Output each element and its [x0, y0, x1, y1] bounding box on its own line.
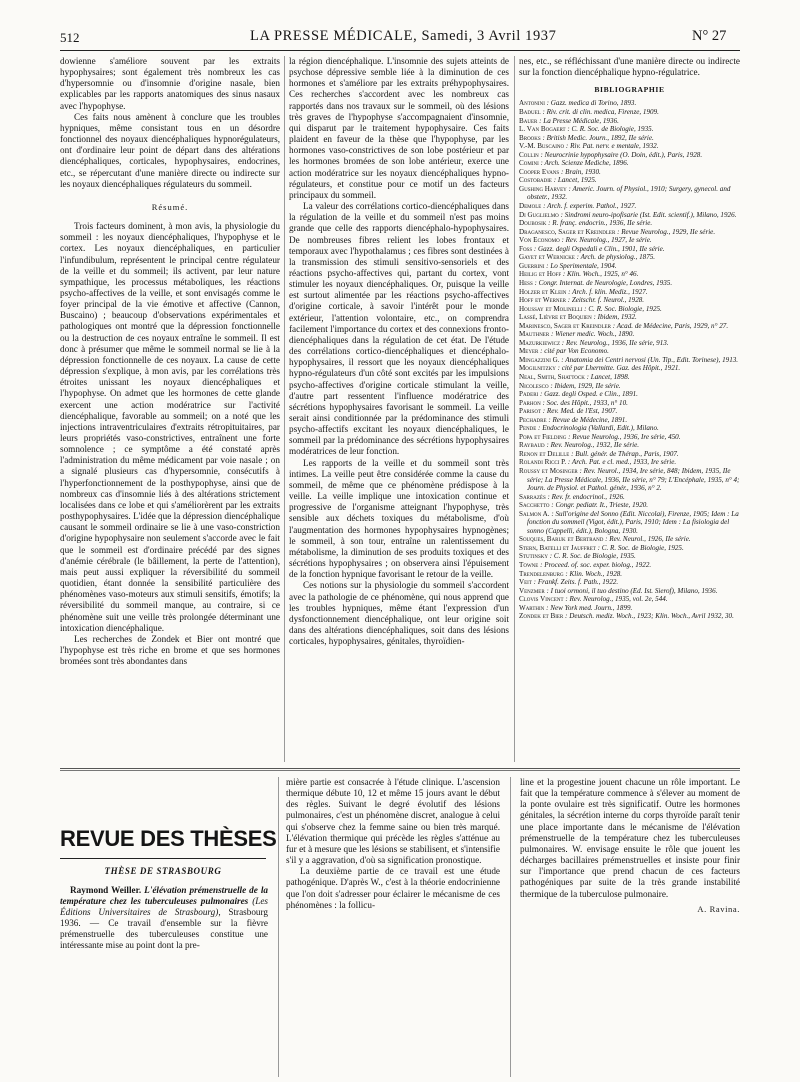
thesis-intro: [60, 885, 268, 951]
bibliography-entry: [519, 313, 740, 322]
bibliography-reference: : Rev. Neurolog., 1932, IIe série.: [544, 441, 640, 450]
resume-heading: Résumé.: [151, 201, 189, 212]
bibliography-author: Cooper Evans: [519, 167, 560, 176]
bibliography-reference: : Congr. Internat. de Neurologie, Londres, 1935.: [532, 278, 673, 287]
bibliography-reference: : Arch. f. experim. Pathol., 1927.: [541, 202, 637, 211]
bibliography-reference: : cité par Lhermitte. Gaz. des Hôpit., 1921.: [555, 364, 681, 373]
bibliography-reference: : Neurocrinie hypophysaire (O. Doin, édit.), Paris, 1928.: [538, 150, 703, 159]
thesis-title: L'élévation prémenstruelle de la température chez les tuberculeuses pulmonaires: [60, 885, 268, 906]
paragraph: line et la progestine jouent chacune un rôle important. Le fait que la température commence à s'élever au moment de la ponte ovulaire est très significatif. Outre les hormones génitales, la sécrétion interne du corps thyroïde paraît tenir une place importante dans le mécanisme de l'élévation prémenstruelle de la température chez les tuberculeuses pulmonaires. W. envisage ensuite le rôle que jouent les décharges bacillaires prémenstruelles et insiste pour finir sur l'importance que prend chacun de ces facteurs pathogéniques par suite de la très grande instabilité thermique de la tuberculose pulmonaire.: [520, 777, 740, 899]
signature: A. Ravina.: [697, 903, 740, 914]
journal-header: LA PRESSE MÉDICALE, Samedi, 3 Avril 1937: [250, 28, 557, 44]
bibliography-entry: [519, 142, 740, 151]
bibliography-entry: [519, 595, 740, 604]
paragraph: Ces notions sur la physiologie du sommeil s'accordent avec la pathologie de ce phénomène, qui nous apprend que les troubles hypniques, même étant l'expression d'un dysfonctionnement diencéphalique, ont leur origine soit dans des altérations diencéphaliques, soit dans des lésions corticales, hypophysaires, génitales, thyroïdien-: [289, 580, 509, 647]
section-rule: [60, 768, 740, 769]
bibliography-author: Salmon A.: [519, 509, 550, 518]
bibliography-entry: [519, 501, 740, 510]
bibliography-reference: : Rev. Neurol., 1926, IIe série.: [603, 535, 691, 544]
bibliography-entry: [519, 416, 740, 425]
issue-number: N° 27: [692, 28, 727, 44]
bibliography-reference: : C. R. Soc. de Biologie, 1925.: [595, 543, 684, 552]
bibliography-author: Zondek et Bier: [519, 612, 564, 621]
column-separator: [514, 56, 515, 762]
bibliography-reference: : Rev. fr. endocrinol., 1926.: [545, 492, 625, 501]
bibliography-entry: [519, 288, 740, 297]
bibliography-entry: [519, 125, 740, 134]
bibliography-author: Trendelenburg: [519, 569, 564, 578]
bibliography-entry: [519, 245, 740, 254]
bibliography-entry: [519, 587, 740, 596]
bibliography-author: Veit: [519, 578, 532, 587]
bibliography-reference: : Revue de Médecine, 1891.: [546, 415, 628, 424]
bibliography-entry: [519, 270, 740, 279]
bibliography-entry: [519, 373, 740, 382]
bibliography-author: Houssay et Molinelli: [519, 304, 583, 313]
bibliography-author: Hess: [519, 278, 533, 287]
section-title: REVUE DES THÈSES: [60, 826, 277, 851]
bibliography-reference: : Klin. Woch., 1925, n° 46.: [561, 270, 639, 279]
section-rule: [60, 770, 740, 771]
bibliography-reference: : Rev. Neurolog., 1927, Ie série.: [559, 236, 652, 245]
bibliography-author: Comini: [519, 159, 539, 168]
column-separator: [510, 777, 511, 1077]
bibliography-author: Towne: [519, 561, 539, 569]
bibliography-entry: [519, 570, 740, 579]
bibliography-entry: [519, 279, 740, 288]
bibliography-author: Heilig et Hoff: [519, 270, 562, 279]
bibliography-entry: [519, 424, 740, 433]
bibliography-entry: [519, 364, 740, 373]
article-column-1: [60, 56, 280, 762]
bibliography-author: Sacchetto: [519, 501, 550, 510]
header-rule: [60, 50, 740, 51]
bibliography-reference: : C. R. Soc. de Biologie, 1935.: [547, 552, 636, 561]
bibliography-entry: [519, 552, 740, 561]
bibliography-entry: [519, 262, 740, 271]
bibliography-entry: [519, 134, 740, 143]
bibliography-entry: [519, 561, 740, 570]
bibliography-author: Collin: [519, 150, 539, 159]
bibliography-reference: : Ibidem, 1929, IIe série.: [548, 381, 621, 390]
section-title-rule: [60, 858, 266, 859]
bibliography-author: Di Guglielmo: [519, 210, 559, 219]
bibliography-author: Neal, Smith, Shattock: [519, 372, 585, 381]
paragraph: la région diencéphalique. L'insomnie des sujets atteints de psychose dépressive semble liée à la diminution de ces hormones et s'améliore par les extraits préhypophysaires. Ces recherches s'accordent avec les nombreux cas rapportés dans nos travaux sur le sommeil, où des lésions très graves de l'hypophyse s'accompagnaient d'insomnie, qui disparut par le traitement hypophysaire. Ces faits plaident en faveur de la thèse que l'hypophyse, par les hormones vaso-constrictives de son lobe postérieur et par les hormones bromées de son lobe antérieur, exerce une action modératrice sur les noyaux diencéphaliques hypno-régulateurs, et constitue pour ce motif un des facteurs principaux du sommeil.: [289, 56, 509, 200]
bibliography-entry: [519, 441, 740, 450]
bibliography-entry: [519, 236, 740, 245]
bibliography-author: Baduel: [519, 108, 541, 117]
bibliography-heading: BIBLIOGRAPHIE: [594, 85, 665, 95]
bibliography-author: Raybaud: [519, 441, 545, 450]
bibliography-list: [519, 99, 740, 620]
article-column-3: [519, 56, 740, 762]
bibliography-author: Parisot: [519, 407, 542, 416]
bibliography-author: Bauer: [519, 116, 538, 125]
bibliography-reference: : Anatomia dei Centri nervosi (Un. Tip., Edit. Torinese), 1913.: [559, 355, 739, 364]
bibliography-author: Mauthner: [519, 330, 550, 339]
paragraph: Les rapports de la veille et du sommeil sont très intimes. La veille peut être considérée comme la cause du sommeil, de même que ce phénomène prédispose à la veille. La veille implique une intoxication continue et progressive de l'organisme atteignant l'hypophyse, très sensible aux déchets toxiques du métabolisme, d'où l'augmentation des hormones hypophysaires hypnogènes; le sommeil, à son tour, entraîne un ralentissement du métabolisme, la diminution de ses produits toxiques et des sécrétions hypophysaires ; on observera ainsi l'épuisement de la fonction hypnique favorisant le retour de la veille.: [289, 457, 509, 580]
bibliography-reference: : C. R. Soc. Biologie, 1925.: [582, 304, 662, 313]
bibliography-author: Rolandi Ricci P.: [519, 458, 567, 467]
bibliography-author: Souques, Baruk et Bertrand: [519, 535, 604, 544]
bibliography-entry: [519, 604, 740, 613]
bibliography-reference: : I tuoi ormoni, il tuo destino (Ed. Ist. Sierof), Milano, 1936.: [544, 586, 718, 595]
bibliography-author: Hoff et Werner: [519, 296, 566, 305]
bibliography-reference: : Wiener medic. Woch., 1890.: [549, 330, 635, 339]
bibliography-reference: : Sindromi neuro-ipofisarie (Ist. Edit. scientif.), Milano, 1926.: [558, 210, 737, 219]
bibliography-author: Warthin: [519, 603, 545, 612]
bibliography-author: Guerrini: [519, 261, 545, 270]
bibliography-reference: : New York med. Journ., 1899.: [544, 603, 633, 612]
bibliography-reference: : British Medic. Journ., 1892, IIe série.: [540, 133, 654, 142]
bibliography-author: Sarrazès: [519, 492, 546, 501]
bibliography-entry: [519, 296, 740, 305]
bibliography-author: Antonini: [519, 99, 545, 108]
bibliography-entry: [519, 535, 740, 544]
bibliography-reference: : Lancet, 1898.: [584, 372, 630, 381]
bibliography-reference: : Lo Sperimentale, 1904.: [544, 261, 617, 270]
bibliography-author: Renon et Delille: [519, 449, 570, 458]
bibliography-reference: : Rev. Neurolog., 1935, vol. 2e, 544.: [563, 595, 668, 604]
bibliography-entry: [519, 493, 740, 502]
bibliography-author: Mogilnitzky: [519, 364, 556, 373]
bibliography-entry: [519, 399, 740, 408]
bibliography-reference: : Gazz. degli Osped. e Clin., 1891.: [538, 390, 638, 399]
bibliography-author: Foss: [519, 244, 533, 253]
bibliography-author: Doubosik: [519, 219, 547, 228]
bibliography-entry: [519, 433, 740, 442]
bibliography-reference: : Gazz. medica di Torino, 1893.: [544, 99, 637, 108]
bibliography-author: Nicolesco: [519, 381, 549, 390]
bibliography-reference: : Arch. de physiolog., 1875.: [574, 253, 656, 262]
bibliography-entry: [519, 117, 740, 126]
thesis-publisher: (Les Éditions Universitaires de Strasbourg): [60, 896, 268, 917]
bibliography-entry: [519, 228, 740, 237]
bibliography-entry: [519, 612, 740, 621]
paragraph: mière partie est consacrée à l'étude clinique. L'ascension thermique débute 10, 12 et même 15 jours avant le début des règles. Suivant le degré évolutif des lésions pulmonaires, c'est un phénomène discret, analogue à celui qui s'observe chez la femme saine ou bien très marqué. L'élévation thermique qui précède les règles s'atténue au fur et à mesure que les lésions se stabilisent, et s'intensifie s'il y a aggravation, d'où sa signification pronostique.: [286, 777, 500, 866]
column-separator: [284, 56, 285, 762]
bibliography-entry: [519, 356, 740, 365]
bibliography-entry: [519, 99, 740, 108]
bibliography-reference: : Rev. Med. de l'Est, 1907.: [541, 407, 618, 416]
bibliography-reference: : cité par Von Economo.: [538, 347, 609, 356]
bibliography-entry: [519, 211, 740, 220]
bibliography-author: Lassé, Lièvre et Boquien: [519, 313, 592, 322]
bibliography-author: Von Economo: [519, 236, 560, 245]
paragraph: La valeur des corrélations cortico-diencéphaliques dans la régulation de la veille et du sommeil n'est pas moins grande que celle des rapports diencéphalo-hypophysaires. De nombreuses fibres relient les lobes frontaux et temporaux avec l'hypothalamus ; ces fibres sont destinées à la transmission des stimuli sensitivo-sensoriels et des réactions psycho-affectives qui, partant du cortex, vont stimuler les noyaux diencéphaliques. Or, puisque la veille est surtout alimentée par les réactions psycho-affectives d'origine corticale, à savoir l'intérêt pour le monde extérieur, l'attention volontaire, etc., on comprendra facilement l'importance du cortex et des connexions fronto-diencéphaliques dans la régulation de cet état. De l'étude des corrélations cortico-diencéphaliques et diencéphalo-hypophysaires, il ressort que les noyaux diencéphaliques hypno-régulateurs d'un côté sont excités par les impulsions psycho-affectives d'origine corticale stimulant la veille, d'autre part ressentent l'influence modératrice des sécrétions hypophysaires favorisant le sommeil. La veille serait ainsi conditionnée par la prédominance des stimuli psycho-affectifs excitant les noyaux diencéphaliques, le sommeil par la prédominance des sécrétions hypophysaires modératrices de leur fonction.: [289, 201, 509, 457]
bibliography-reference: : Sull'origine del Sonno (Edit. Niccolai), Firenze, 1905; Idem : La fonction du sommeil (Vigot, édit.), Paris, 1910; Idem : La fisiologia del sonno (Cappelli, édit.), Bologna, 1930.: [527, 509, 739, 535]
bibliography-reference: : La Presse Médicale, 1936.: [537, 116, 619, 125]
bibliography-entry: [519, 347, 740, 356]
bibliography-author: Costobadie: [519, 176, 552, 185]
bibliography-entry: [519, 202, 740, 211]
paragraph: nes, etc., se réfléchissant d'une manière directe ou indirecte sur la fonction diencéphalique hypno-régulatrice.: [519, 56, 740, 78]
bibliography-entry: [519, 450, 740, 459]
bibliography-reference: : Arch. Scienze Mediche, 1896.: [538, 159, 629, 168]
revue-column-1: [60, 885, 268, 1075]
bibliography-author: Gushing Harvey: [519, 184, 567, 193]
bibliography-reference: : Riv. crit. di clin. medica, Firenze, 1909.: [540, 108, 659, 117]
bibliography-author: Mazurkiewicz: [519, 338, 561, 347]
page-number: 512: [60, 30, 80, 45]
bibliography-reference: : Klin. Woch., 1928.: [563, 569, 623, 578]
bibliography-reference: : R. franç. endocrin., 1936, IIe série.: [546, 219, 653, 228]
bibliography-entry: [519, 185, 740, 202]
revue-column-3: [520, 777, 740, 1077]
bibliography-author: Stern, Batelli et Jauffret: [519, 543, 596, 552]
bibliography-author: Draganesco, Sager et Kreindler: [519, 227, 616, 236]
bibliography-entry: [519, 390, 740, 399]
bibliography-reference: : Brain, 1930.: [559, 167, 601, 176]
bibliography-author: Meyer: [519, 347, 539, 356]
bibliography-reference: : Soc. des Hôpit., 1933, n° 10.: [540, 398, 628, 407]
bibliography-reference: : Congr. pediatr. It., Trieste, 1920.: [549, 501, 649, 510]
bibliography-author: Gayet et Wernicke: [519, 253, 575, 262]
bibliography-author: Mingazzini G.: [519, 355, 560, 364]
bibliography-entry: [519, 159, 740, 168]
bibliography-reference: : Endocrinologia (Vallardi, Edit.), Milano.: [536, 424, 659, 433]
bibliography-author: Marinesco, Sager et Kreindler: [519, 321, 611, 330]
bibliography-entry: [519, 253, 740, 262]
bibliography-reference: : Rev. Neurol., 1934, Ire série, 848; Ibidem, 1935, IIe série; La Presse Médicale, 1936, IIe série, n° 79; L'Encéphale, 1935, n° 4; Journ. de Physiol. et Pathol. génér., 1936, n° 2.: [527, 466, 740, 493]
bibliography-entry: [519, 467, 740, 493]
bibliography-entry: [519, 322, 740, 331]
bibliography-reference: : Lancet, 1925.: [551, 176, 597, 185]
bibliography-entry: [519, 544, 740, 553]
bibliography-reference: : Revue Neurolog., 1929, IIe série.: [615, 227, 716, 236]
bibliography-reference: : Arch. Pat. e cl. med., 1933, Ire série.: [566, 458, 677, 467]
paragraph: dowienne s'améliore souvent par les extraits hypophysaires; sont également très nombreux les cas d'hypersomnie ou d'insomnie d'origine nasale, bien explicables par les rapports anatomiques des sinus nasaux avec l'hypophyse.: [60, 56, 280, 111]
bibliography-reference: : Deutsch. mediz. Woch., 1923; Klin. Woch., Avril 1932, 30.: [563, 612, 734, 621]
bibliography-author: Brooks: [519, 133, 541, 142]
bibliography-author: Parhon: [519, 398, 541, 407]
bibliography-entry: [519, 330, 740, 339]
bibliography-reference: : Proceed. of. soc. exper. biolog., 1922.: [538, 561, 652, 569]
bibliography-reference: : Acad. de Médecine, Paris, 1929, n° 27.: [610, 321, 729, 330]
bibliography-reference: : Americ. Journ. of Physiol., 1910; Surgery, gynecol. and obstetr., 1932.: [527, 184, 731, 202]
bibliography-entry: [519, 510, 740, 536]
bibliography-entry: [519, 458, 740, 467]
bibliography-author: V.-M. Buscaino: [519, 142, 565, 151]
thesis-intro-text: , Strasbourg 1936. — Ce travail d'ensemble sur la fièvre prémenstruelle des tuberculeuses constitue une intéressante mise au point dont la pre-: [60, 907, 268, 950]
bibliography-entry: [519, 176, 740, 185]
bibliography-author: Demole: [519, 202, 542, 211]
paragraph: Ces faits nous amènent à conclure que les troubles hypniques, même consistant tous en un désordre fonctionnel des noyaux diencéphaliques hypnorégulateurs, ont d'ordinaire leur point de départ dans des altérations diencéphaliques, corticales, hypophysaires, endocrines, etc., se répercutant d'une manière directe ou indirecte sur les noyaux diencéphaliques régulateurs du sommeil.: [60, 111, 280, 189]
bibliography-reference: : C. R. Soc. de Biologie, 1935.: [565, 125, 654, 134]
bibliography-entry: [519, 339, 740, 348]
bibliography-entry: [519, 108, 740, 117]
bibliography-entry: [519, 168, 740, 177]
thesis-author: Raymond Weiller.: [70, 885, 142, 895]
bibliography-reference: : Gazz. degli Ospedali e Clin., 1901, IIe série.: [532, 244, 665, 253]
bibliography-reference: : Bull. génér. de Thérap., Paris, 1907.: [569, 449, 679, 458]
bibliography-entry: [519, 219, 740, 228]
bibliography-entry: [519, 578, 740, 587]
bibliography-reference: : Arch. f. klin. Mediz., 1927.: [566, 287, 648, 296]
bibliography-author: Roussy et Mosinger: [519, 466, 578, 475]
these-heading: THÈSE DE STRASBOURG: [104, 866, 222, 876]
bibliography-reference: : Frankf. Zeits. f. Path., 1922.: [531, 578, 619, 587]
bibliography-reference: : Revue Neurolog., 1936, Ire série, 450.: [566, 432, 681, 441]
bibliography-reference: : Ibidem, 1932.: [591, 313, 637, 322]
paragraph: La deuxième partie de ce travail est une étude pathogénique. D'après W., c'est à la théorie endocrinienne que l'on doit s'adresser pour éclairer le mécanisme de ces phénomènes : la follicu-: [286, 866, 500, 910]
paragraph: Les recherches de Zondek et Bier ont montré que l'hypophyse est très riche en brome et que ses hormones bromées sont très abondantes dans: [60, 633, 280, 667]
bibliography-entry: [519, 382, 740, 391]
bibliography-author: Venzmer: [519, 586, 545, 595]
bibliography-author: Holzer et Klein: [519, 287, 567, 296]
bibliography-author: Pende: [519, 424, 537, 433]
bibliography-author: Clovis Vincent: [519, 595, 564, 604]
bibliography-author: Popa et Fielding: [519, 432, 567, 441]
revue-column-2: [286, 777, 500, 1077]
column-separator: [278, 777, 279, 1077]
bibliography-author: Stutinsky: [519, 552, 548, 561]
bibliography-reference: : Riv. Pat. nerv. e mentale, 1932.: [564, 142, 659, 151]
bibliography-author: Pechadre: [519, 415, 547, 424]
bibliography-entry: [519, 407, 740, 416]
bibliography-reference: : Zeitschr. f. Neurol., 1928.: [565, 296, 645, 305]
bibliography-author: Paderi: [519, 390, 539, 399]
paragraph: Trois facteurs dominent, à mon avis, la physiologie du sommeil : les noyaux diencéphaliques, l'hypophyse et le cortex. Les noyaux diencéphaliques, en particulier l'infundibulum, représentent le principal centre régulateur de la veille et du sommeil; ils activent, par leur nature sympathique, les processus métaboliques, les réactions psycho-affectives de la veille, et sont envisagés comme le foyer principal de la vie émotive et affective (Cannon, Buscaino) ; beaucoup d'observations expérimentales et pathologiques ont montré que la dépression fonctionnelle ou la destruction de ces noyaux entraîne le sommeil. Il est donc à présumer que même le sommeil normal se lie à la dépression fonctionnelle de ces noyaux. La cause de cette dépression s'explique, à mon avis, par les corrélations très étroites unissant les noyaux diencéphaliques et l'hypophyse. On admet que les hormones de cette glande exercent une action modératrice sur l'activité diencéphalique, favorable au sommeil; on a noté que les injections intraventriculaires d'extraits rétropituitaires, par leurs propriétés vaso-constrictives, entraînent une forte somnolence ; ce symptôme a été constaté après l'administration du même médicament par voie nasale ; on a signalé plusieurs cas d'hypersomnie, consécutifs à l'hyperfonctionnement de la posthypophyse, ainsi que de nombreux cas d'insomnie liés à des altérations strictement localisées dans ce lobe et qui s'améliorèrent par les extraits posthypophysaires. L'idée que la dépression diencéphalique causant le sommeil ordinaire se lie à une vaso-constriction d'origine hypophysaire non seulement s'accorde avec le fait que le sommeil est d'ordinaire précédé par des signes d'anémie cérébrale (le bâillement, la perte de l'attention), mais peut aussi expliquer la réversibilité du sommeil quotidien, étant donnée la sensibilité particulière des phénomènes vaso-moteurs aux stimuli sensitifs, émotifs; la réversibilité du sommeil manque, au contraire, si ce phénomène suit une veille très prolongée déterminant une intoxication diencéphalique.: [60, 221, 280, 633]
article-column-2: [289, 56, 509, 762]
bibliography-reference: : Rev. Neurolog., 1936, IIe série, 913.: [560, 338, 669, 347]
bibliography-entry: [519, 305, 740, 314]
bibliography-entry: [519, 151, 740, 160]
bibliography-author: L. Van Bogaert: [519, 125, 566, 134]
